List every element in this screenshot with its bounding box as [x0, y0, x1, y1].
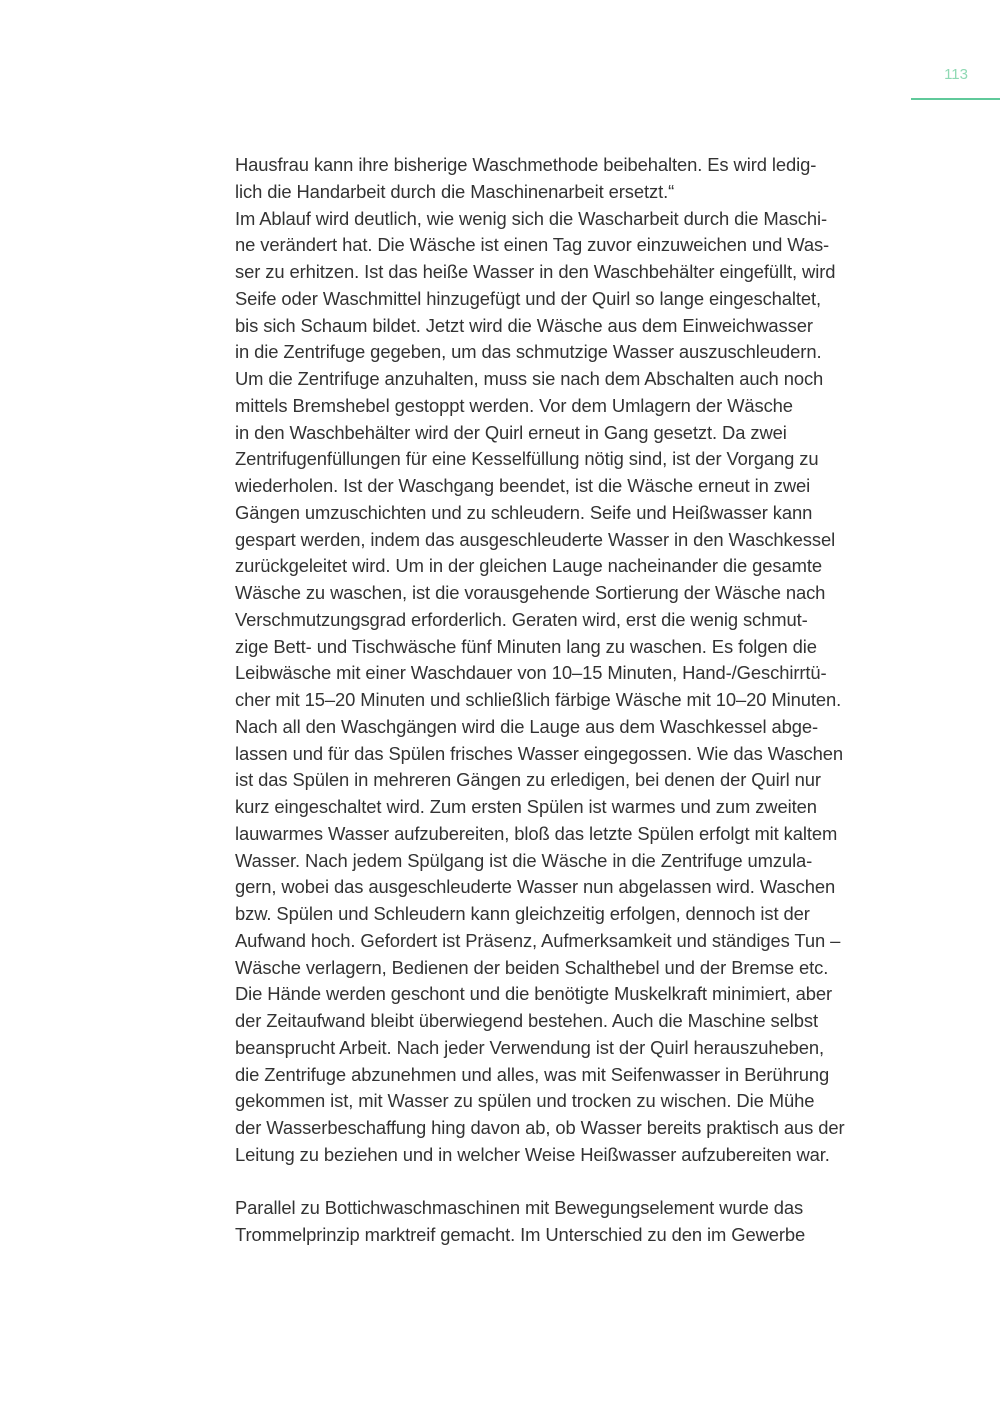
text-line: Leibwäsche mit einer Waschdauer von 10–15 Minuten, Hand-/Geschirrtü-	[235, 662, 827, 684]
text-line: Aufwand hoch. Gefordert ist Präsenz, Aufmerksamkeit und ständiges Tun –	[235, 929, 841, 951]
text-line: die Zentrifuge abzunehmen und alles, was mit Seifenwasser in Berührung	[235, 1063, 830, 1085]
text-line: gekommen ist, mit Wasser zu spülen und trocken zu wischen. Die Mühe	[235, 1090, 815, 1112]
text-line: ne verändert hat. Die Wäsche ist einen Tag zuvor einzuweichen und Was-	[235, 234, 830, 256]
text-line: gern, wobei das ausgeschleuderte Wasser nun abgelassen wird. Waschen	[235, 876, 836, 898]
text-line: Die Hände werden geschont und die benötigte Muskelkraft minimiert, aber	[235, 983, 833, 1005]
text-line: Seife oder Waschmittel hinzugefügt und der Quirl so lange eingeschaltet,	[235, 287, 822, 309]
text-line: lich die Handarbeit durch die Maschinenarbeit ersetzt.“	[235, 180, 675, 202]
text-line: Trommelprinzip marktreif gemacht. Im Unterschied zu den im Gewerbe	[235, 1223, 806, 1245]
text-line: in die Zentrifuge gegeben, um das schmutzige Wasser auszuschleudern.	[235, 341, 822, 363]
header-rule	[911, 98, 1000, 100]
text-line: lauwarmes Wasser aufzubereiten, bloß das letzte Spülen erfolgt mit kaltem	[235, 822, 838, 844]
text-line: zige Bett- und Tischwäsche fünf Minuten lang zu waschen. Es folgen die	[235, 635, 817, 657]
text-line: bzw. Spülen und Schleudern kann gleichzeitig erfolgen, dennoch ist der	[235, 903, 810, 924]
paragraph-2	[235, 1195, 805, 1249]
text-line: Verschmutzungsgrad erforderlich. Geraten wird, erst die wenig schmut-	[235, 608, 808, 630]
text-line: ser zu erhitzen. Ist das heiße Wasser in den Waschbehälter eingefüllt, wird	[235, 261, 836, 282]
text-line: Hausfrau kann ihre bisherige Waschmethode beibehalten. Es wird ledig-	[235, 154, 817, 175]
text-line: gespart werden, indem das ausgeschleuderte Wasser in den Waschkessel	[235, 528, 836, 550]
text-line: Wäsche zu waschen, ist die vorausgehende Sortierung der Wäsche nach	[235, 582, 826, 603]
text-line: ist das Spülen in mehreren Gängen zu erledigen, bei denen der Quirl nur	[235, 769, 821, 791]
text-line: Wäsche verlagern, Bedienen der beiden Schalthebel und der Bremse etc.	[235, 956, 829, 978]
text-line: Gängen umzuschichten und zu schleudern. Seife und Heißwasser kann	[235, 501, 813, 523]
text-line: zurückgeleitet wird. Um in der gleichen Lauge nacheinander die gesamte	[235, 555, 822, 577]
text-line: cher mit 15–20 Minuten und schließlich färbige Wäsche mit 10–20 Minuten.	[235, 689, 842, 710]
text-line: lassen und für das Spülen frisches Wasser eingegossen. Wie das Waschen	[235, 742, 844, 764]
text-line: bis sich Schaum bildet. Jetzt wird die Wäsche aus dem Einweichwasser	[235, 314, 813, 336]
text-line: Um die Zentrifuge anzuhalten, muss sie nach dem Abschalten auch noch	[235, 368, 824, 389]
text-line: Nach all den Waschgängen wird die Lauge aus dem Waschkessel abge-	[235, 715, 819, 737]
text-line: Zentrifugenfüllungen für eine Kesselfüllung nötig sind, ist der Vorgang zu	[235, 448, 819, 470]
text-line: kurz eingeschaltet wird. Zum ersten Spülen ist warmes und zum zweiten	[235, 796, 817, 817]
text-line: der Wasserbeschaffung hing davon ab, ob Wasser bereits praktisch aus der	[235, 1117, 845, 1138]
text-line: Im Ablauf wird deutlich, wie wenig sich die Wascharbeit durch die Maschi-	[235, 207, 828, 229]
text-line: Leitung zu beziehen und in welcher Weise Heißwasser aufzubereiten war.	[235, 1143, 830, 1165]
paragraph-1	[235, 152, 845, 1169]
text-line: wiederholen. Ist der Waschgang beendet, ist die Wäsche erneut in zwei	[235, 475, 811, 496]
text-line: der Zeitaufwand bleibt überwiegend bestehen. Auch die Maschine selbst	[235, 1010, 819, 1031]
text-line: Wasser. Nach jedem Spülgang ist die Wäsche in die Zentrifuge umzula-	[235, 849, 813, 871]
text-line: mittels Bremshebel gestoppt werden. Vor dem Umlagern der Wäsche	[235, 394, 793, 416]
page-number: 113	[944, 66, 968, 83]
text-line: beansprucht Arbeit. Nach jeder Verwendung ist der Quirl herauszuheben,	[235, 1036, 825, 1058]
text-line: in den Waschbehälter wird der Quirl erneut in Gang gesetzt. Da zwei	[235, 421, 787, 443]
text-line: Parallel zu Bottichwaschmaschinen mit Bewegungselement wurde das	[235, 1197, 804, 1218]
